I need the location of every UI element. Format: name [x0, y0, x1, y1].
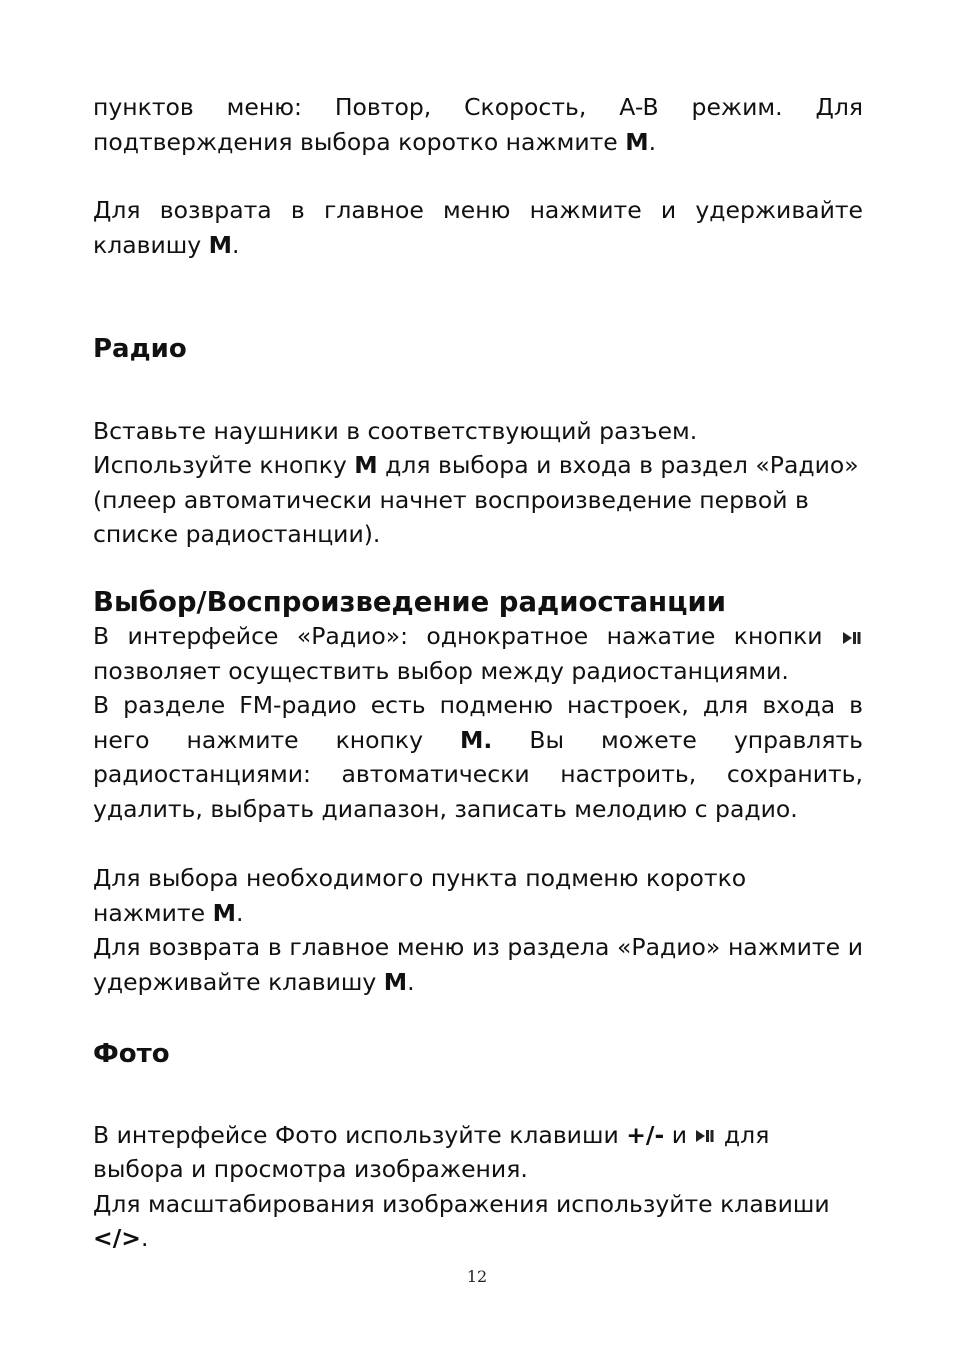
key-m: M: [625, 127, 649, 156]
intro-line-2-text: подтверждения выбора коротко нажмите: [93, 127, 626, 156]
intro-line-1-text: пунктов меню: Повтор, Скорость, A-B режим. Для: [93, 93, 863, 121]
play-next-icon: [841, 630, 863, 646]
station-selection-line-1: [93, 619, 863, 654]
return-text: Для возврата в главное меню нажмите и удерживайте клавишу: [93, 196, 863, 259]
period: .: [407, 967, 415, 996]
period: .: [140, 1224, 149, 1252]
fm-text-b: Вы можете управлять радиостанциями: автоматически настроить, сохранить, удалить, выбрать диапазон, записать мелодию с радио.: [93, 725, 863, 823]
photo-text-c: для выбора и просмотра изображения.: [93, 1120, 770, 1183]
radio-intro-text-a: Вставьте наушники в соответствующий разъем. Используйте кнопку: [93, 416, 698, 479]
fm-submenu-paragraph: [93, 688, 863, 826]
intro-line-1: [93, 90, 863, 125]
key-m: M: [212, 898, 236, 927]
return-paragraph: [93, 193, 863, 262]
radio-exit-paragraph: [93, 930, 863, 999]
key-m: M: [383, 967, 408, 996]
key-m: M: [208, 230, 233, 259]
radio-exit-text: Для возврата в главное меню из раздела «Радио» нажмите и удерживайте клавишу: [93, 933, 863, 996]
key-zoom: </>: [93, 1224, 141, 1252]
station-selection-line-2: позволяет осуществить выбор между радиостанциями.: [93, 656, 789, 685]
photo-heading: Фото: [93, 1039, 170, 1069]
period: .: [232, 230, 240, 259]
radio-intro-text-b: для выбора и входа в раздел «Радио» (плеер автоматически начнет воспроизведение первой в списке радиостанции).: [93, 451, 859, 548]
key-m: M: [354, 451, 378, 479]
radio-heading: Радио: [93, 334, 187, 364]
submenu-select-line: [93, 861, 863, 930]
period: .: [235, 898, 244, 927]
photo-nav-paragraph: [93, 1118, 863, 1187]
key-m: M.: [460, 725, 493, 754]
page-number: 12: [466, 1267, 488, 1286]
play-next-icon: [694, 1128, 716, 1144]
photo-zoom-text: Для масштабирования изображения используйте клавиши: [93, 1189, 830, 1218]
key-plus-minus: +/-: [626, 1120, 665, 1149]
fm-text-a: В разделе FM-радио есть подменю настроек, для входа в него нажмите кнопку: [93, 691, 863, 754]
period: .: [648, 127, 657, 156]
document-page: [93, 90, 863, 1256]
station-selection-subheading: Выбор/Воспроизведение радиостанции: [93, 585, 727, 618]
photo-text-b: и: [664, 1120, 695, 1149]
intro-line-2: [93, 125, 863, 160]
photo-text-a: В интерфейсе Фото используйте клавиши: [93, 1120, 627, 1149]
photo-zoom-line: [93, 1187, 863, 1256]
radio-intro-paragraph: [93, 414, 863, 552]
station-selection-text: В интерфейсе «Радио»: однократное нажатие кнопки: [93, 622, 823, 650]
submenu-text: Для выбора необходимого пункта подменю коротко нажмите: [93, 864, 747, 927]
